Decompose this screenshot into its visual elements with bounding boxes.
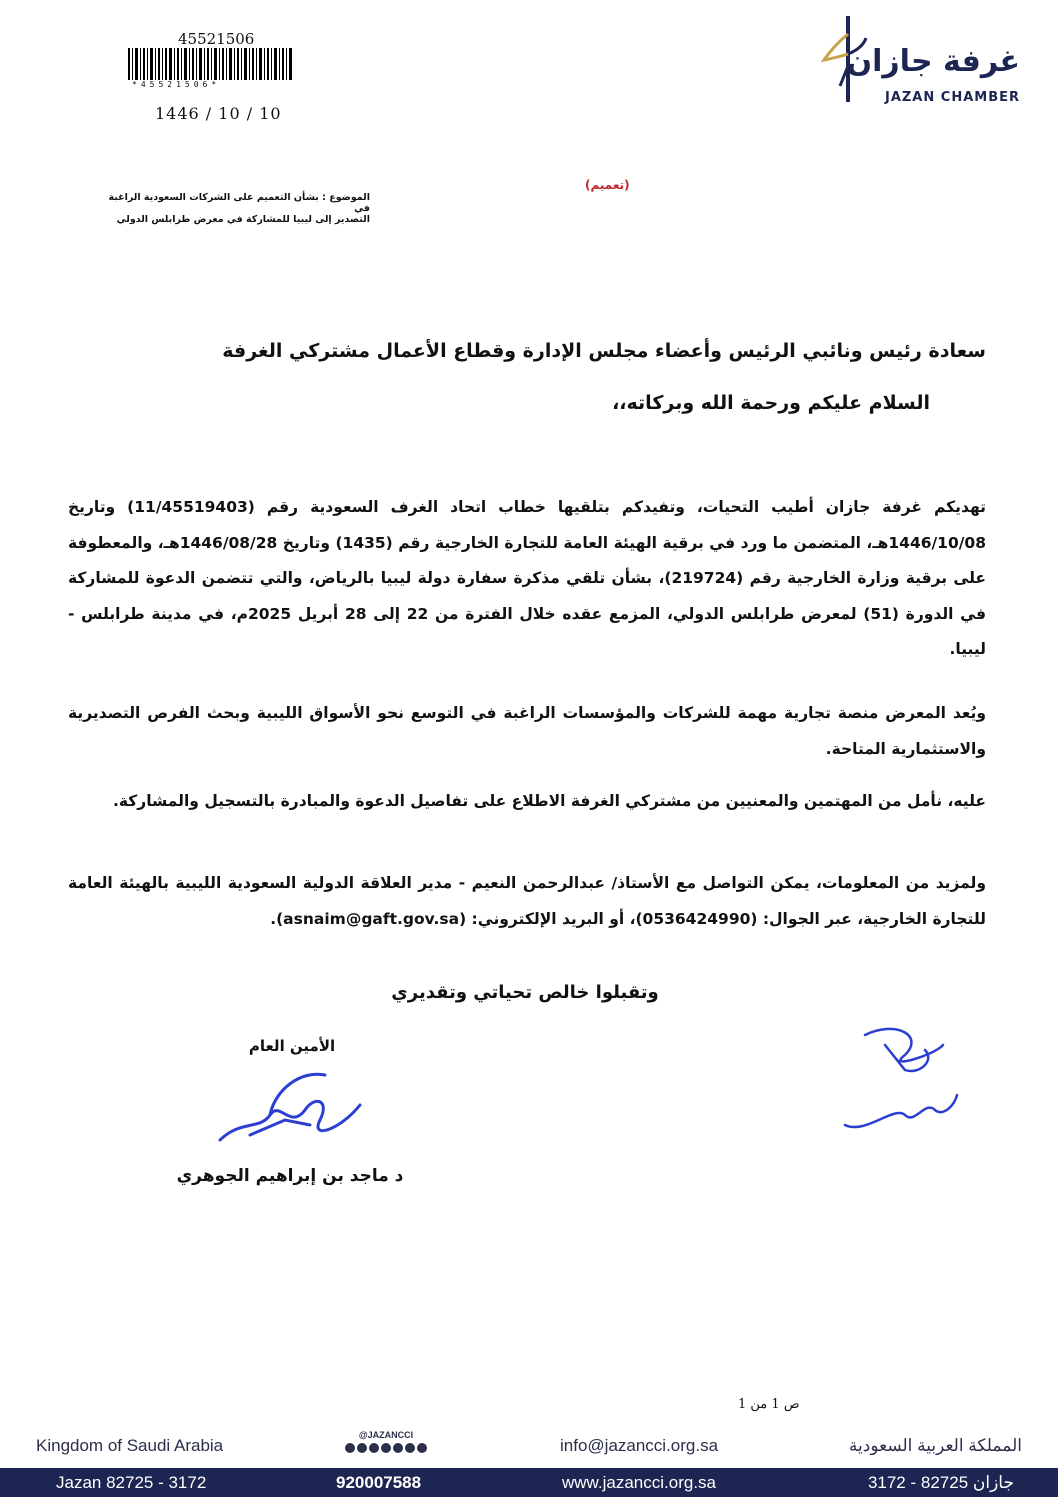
paragraph-3: عليه، نأمل من المهتمين والمعنيين من مشتركي الغرفة الاطلاع على تفاصيل الدعوة والمبادرة بالتسجيل والمشاركة. xyxy=(112,792,986,810)
footer-bar xyxy=(0,1468,1058,1497)
paragraph-1: تهديكم غرفة جازان أطيب التحيات، وتفيدكم بتلقيها خطاب اتحاد الغرف السعودية رقم (11/45519403) وتاريخ 1446/10/08هـ، المتضمن ما ورد في برقية الهيئة العامة للتجارة الخارجية رقم (1435) وتاريخ 1446/08/28هـ، والمعطوفة على برقية وزارة الخارجية رقم (219724)، بشأن تلقي مذكرة سفارة دولة ليبيا بالرياض، والتي تتضمن الدعوة للمشاركة في الدورة (51) لمعرض طرابلس الدولي، المزمع عقده خلال الفترة من 22 إلى 28 أبريل 2025م، في مدينة طرابلس - ليبيا. xyxy=(68,498,986,658)
instagram-icon[interactable] xyxy=(345,1443,355,1453)
social-handle: @JAZANCCI xyxy=(358,1430,414,1440)
footer-country-en: Kingdom of Saudi Arabia xyxy=(36,1436,224,1455)
paragraph-4: ولمزيد من المعلومات، يمكن التواصل مع الأستاذ/ عبدالرحمن النعيم - مدير العلاقة الدولية السعودية الليبية بالهيئة العامة للتجارة الخارجية، عبر الجوال: (0536424990)، أو البريد الإلكتروني: (asnaim@gaft.gov.sa). xyxy=(68,874,986,928)
linkedin-icon[interactable] xyxy=(417,1443,427,1453)
youtube-icon[interactable] xyxy=(393,1443,403,1453)
footer-country-ar: المملكة العربية السعودية xyxy=(848,1436,1022,1455)
x-icon[interactable] xyxy=(381,1443,391,1453)
footer-social xyxy=(340,1430,432,1453)
greeting: السلام عليكم ورحمة الله وبركاته،، xyxy=(612,392,930,414)
logo-arabic: غرفة جازان xyxy=(846,44,1020,79)
footer-address-ar: جازان 82725 - 3172 xyxy=(867,1473,1014,1492)
closing: وتقبلوا خالص تحياتي وتقديري xyxy=(391,982,659,1003)
initials-signature xyxy=(825,1015,965,1145)
hijri-date: 1446 / 10 / 10 xyxy=(155,104,282,123)
snapchat-icon[interactable] xyxy=(357,1443,367,1453)
footer-website[interactable]: www.jazancci.org.sa xyxy=(562,1473,717,1492)
reference-number: 45521506 xyxy=(178,30,255,48)
subject-line-1: الموضوع : بشأن التعميم على الشركات السعودية الراغبة في xyxy=(108,192,370,214)
circular-label: (تعميم) xyxy=(585,178,630,192)
barcode-text: *45521506* xyxy=(132,80,221,89)
logo-english: JAZAN CHAMBER xyxy=(884,90,1020,105)
paragraph-2: ويُعد المعرض منصة تجارية مهمة للشركات والمؤسسات الراغبة في التوسع نحو الأسواق الليبية وبحث الفرص التصديرية والاستثمارية المتاحة. xyxy=(68,704,986,758)
addressee: سعادة رئيس ونائبي الرئيس وأعضاء مجلس الإدارة وقطاع الأعمال مشتركي الغرفة xyxy=(222,340,986,362)
signatory-name: د ماجد بن إبراهيم الجوهري xyxy=(176,1166,404,1186)
subject xyxy=(90,192,370,225)
subject-line-2: التصدير إلى ليبيا للمشاركة في معرض طرابلس الدولي xyxy=(116,214,370,225)
barcode xyxy=(128,48,294,80)
signatory-title: الأمين العام xyxy=(248,1037,336,1055)
tiktok-icon[interactable] xyxy=(405,1443,415,1453)
page-number: ص 1 من 1 xyxy=(738,1397,800,1412)
footer-address-en: Jazan 82725 - 3172 xyxy=(56,1473,207,1492)
social-icons xyxy=(340,1443,432,1453)
footer-phone[interactable]: 920007588 xyxy=(336,1473,422,1492)
facebook-icon[interactable] xyxy=(369,1443,379,1453)
signature-secretary-general xyxy=(210,1060,375,1160)
footer-email[interactable]: info@jazancci.org.sa xyxy=(560,1436,719,1455)
